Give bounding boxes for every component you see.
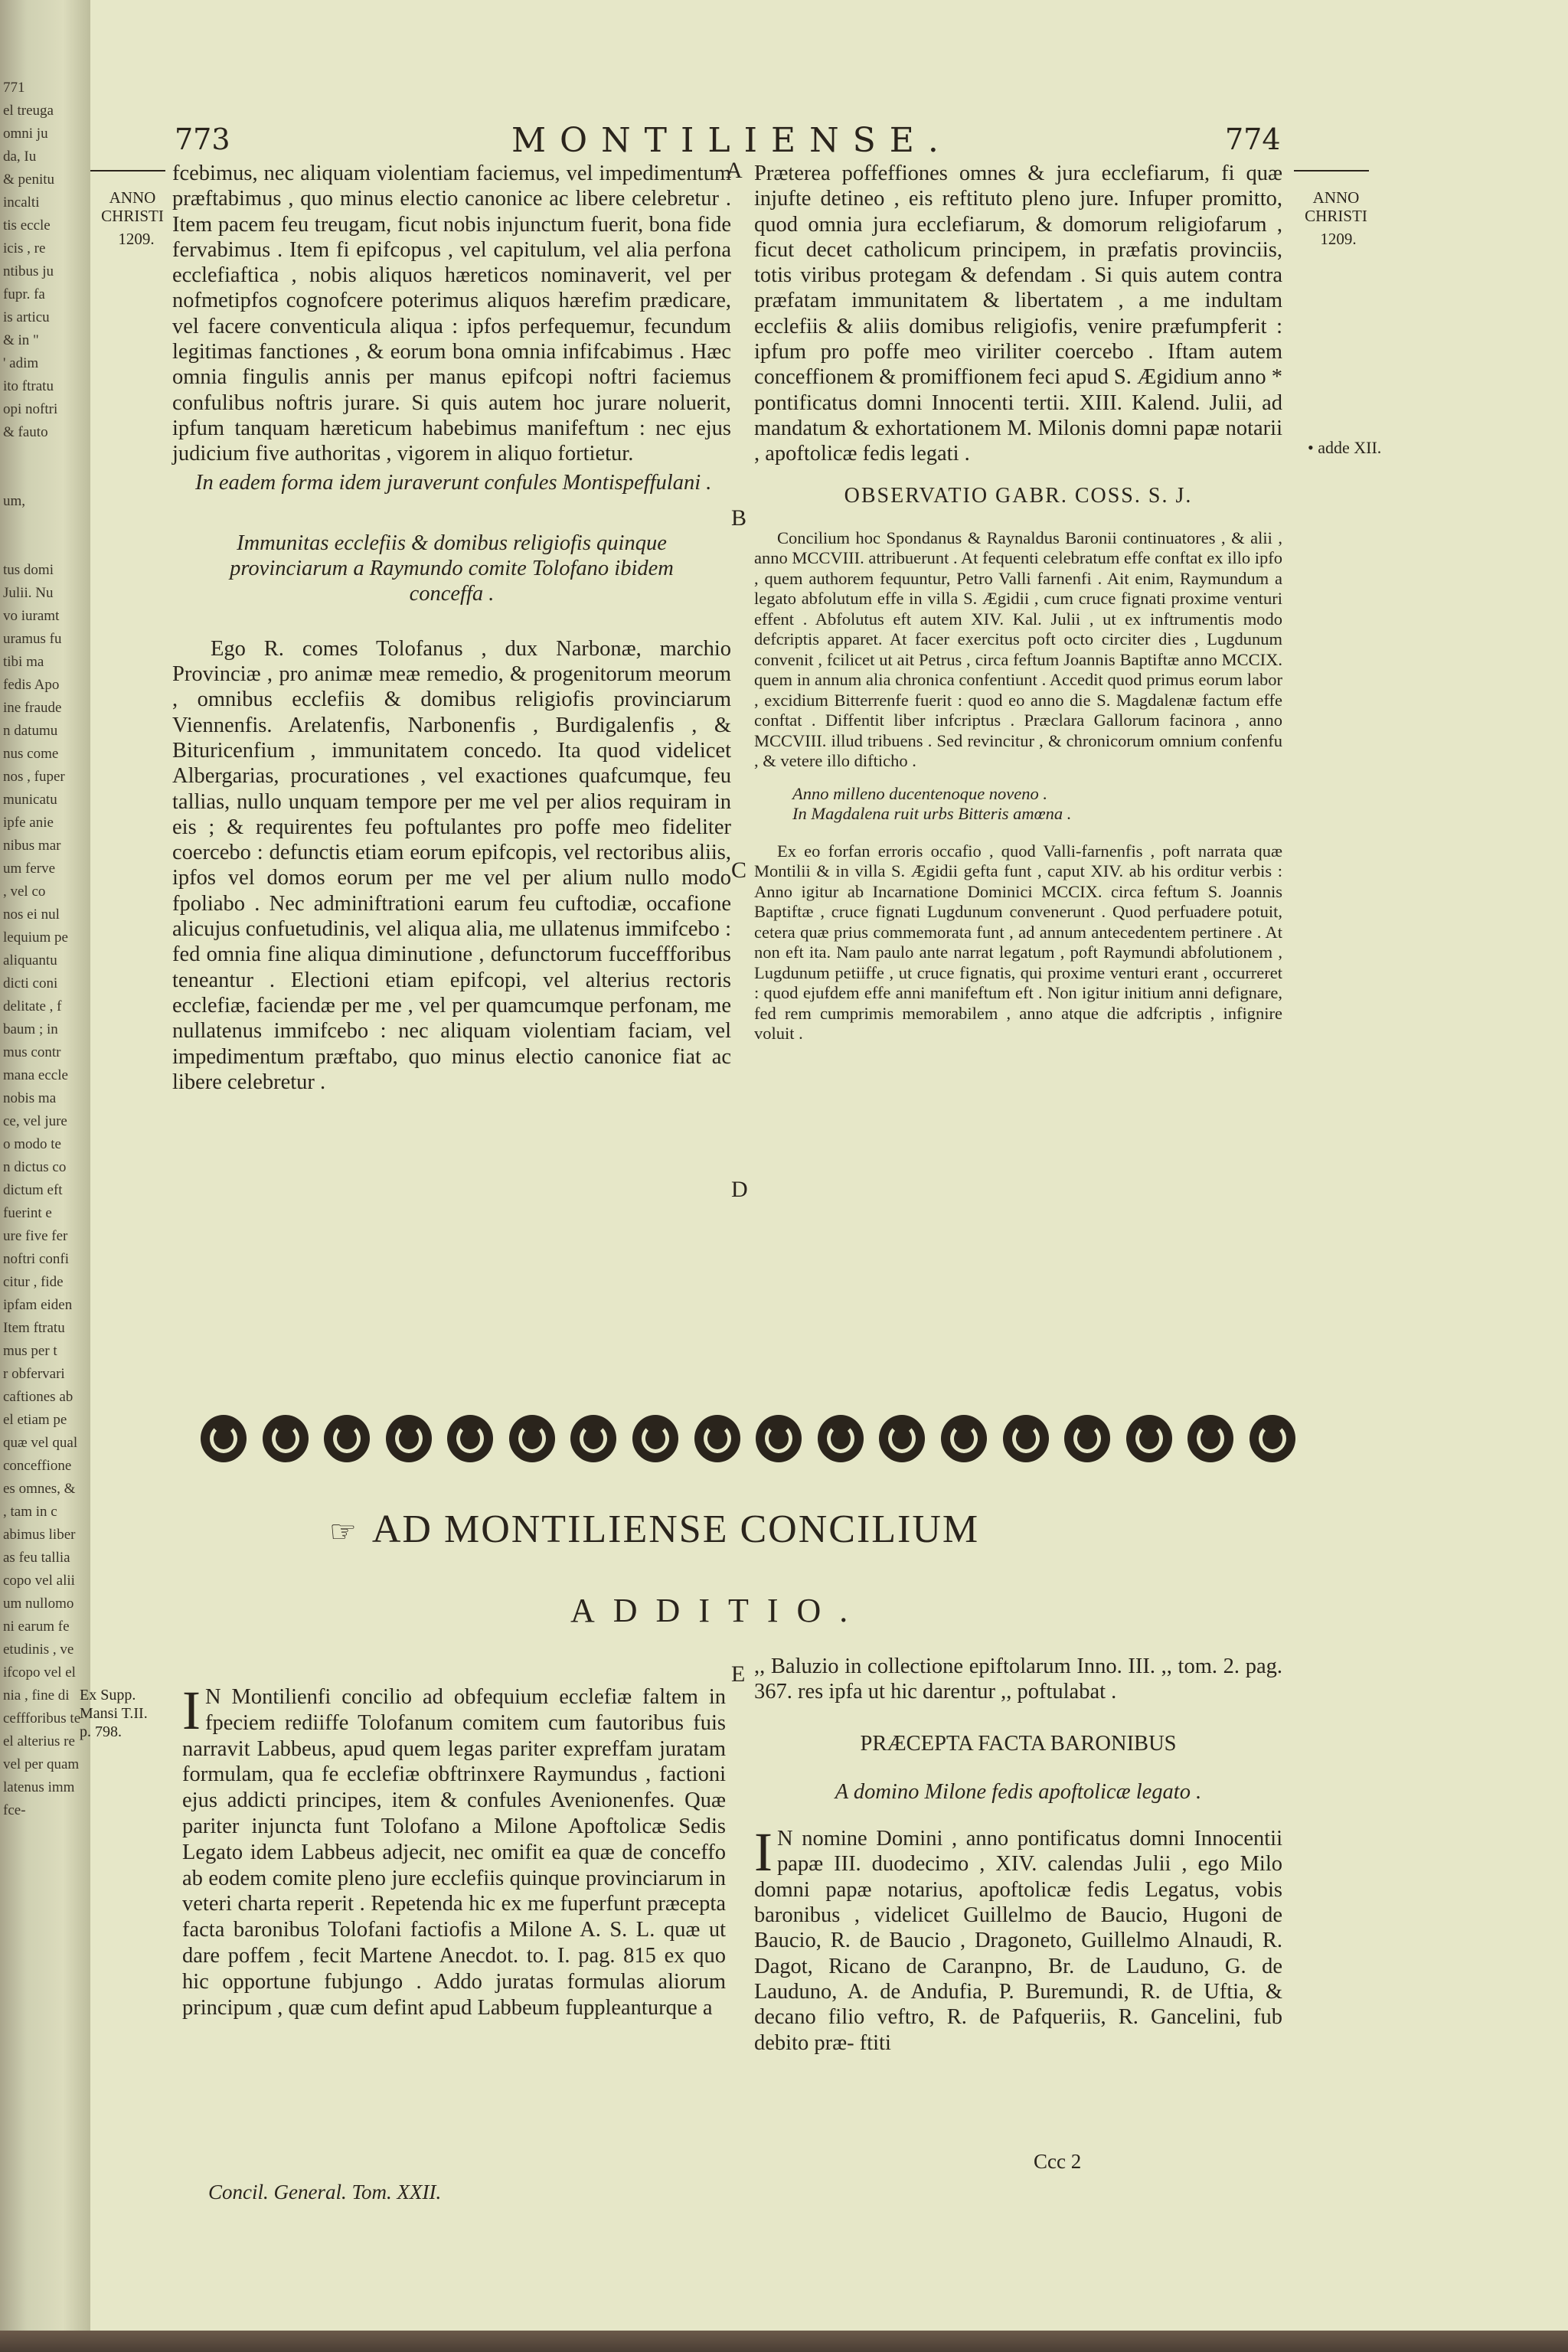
right-paragraph-possessions: Præterea poffeffiones omnes & jura ecclefiarum, fi quæ injufte detineo , eis reftituto pleno jure. Infuper promitto, quod omnia jura ecclefiarum, & domorum religiofarum , ficut decet catholicum principem, in præfatis provinciis, totis viribus protegam & defendam . Si quis autem contra præfatam immunitatem & libertatem , a me indultam ecclefiis & aliis domibus religiofis, venire præfumpferit : ipfum pro poffe meo viriliter coercebo . Iftam autem conceffionem & promiffionem feci apud S. Ægidium anno * pontificatus domni Innocenti tertii. XIII. Kalend. Julii, ad mandatum & exhortationem M. Milonis domni papæ notarii , apoftolicæ fedis legati .	[754, 162, 1282, 466]
section-marker-d: D	[731, 1177, 748, 1202]
praecepta-paragraph	[754, 1821, 1282, 2056]
addition-title	[329, 1507, 1210, 1552]
observatio-heading: OBSERVATIO GABR. COSS. S. J.	[844, 483, 1193, 508]
section-marker-a: A	[726, 158, 743, 183]
ornament-7	[570, 1415, 616, 1462]
page-number-right: 774	[1225, 122, 1281, 156]
ornament-12	[879, 1415, 925, 1462]
left-paragraph-immunity: Ego R. comes Tolofanus , dux Narbonæ, marchio Provinciæ , pro animæ meæ remedio, & progenitorum meorum , omnibus ecclefiis & domibus religiofis provinciarum Viennenfis. Arelatenfis, Narbonenfis , Burdigalenfis , & Bituricenfium , immunitatem concedo. Ita quod videlicet Albergarias, procurationes , vel exactiones quafcumque, feu tallias, nullo unquam tempore per me vel per alios requiram in eis ; & requirentes feu poftulantes pro poffe meo fideliter coercebo : defunctis etiam eorum epifcopis, vel rectoribus aliis, ipfos vel domos eorum per me vel per alium nullo modo fpoliabo . Nec adminiftrationi earum feu cuftodiæ, occafione alicujus confuetudinis, vel aliqua alia, me ullatenus immifcebo : fed omnia fine aliqua diminutione , defunctorum fucceffforibus teneantur . Electioni etiam epifcopi, vel alterius rectoris ecclefiæ, faciendæ per me , vel per quamcumque perfonam, me nullatenus immifcebo : nec aliquam violentiam faciam, vel impedimentum præftabo, quo minus electio canonice fiat ac libere celebretur .	[172, 636, 731, 1094]
ornament-9	[694, 1415, 740, 1462]
running-title: MONTILIENSE.	[511, 121, 952, 160]
addition-left-paragraph	[182, 1680, 726, 2020]
addition-title-text: AD MONTILIENSE CONCILIUM	[371, 1508, 980, 1551]
praecepta-text: N nomine Domini , anno pontificatus domni Innocentii papæ III. duodecimo , XIV. calendas Julii , ego Milo domni papæ notarius, apoftolicæ fedis Legatus, vobis baronibus , videlicet Guillelmo de Baucio, Hugoni de Baucio, R. de Baucio , Dragoneto, Guillelmo Alnaudi, R. Dagot, Ricano de Caranpno, Br. de Lauduno, G. de Lauduno, A. de Andufia, P. Buremundi, R. de Uftia, & decano filio veftro, R. de Pafqueriis, R. Gancelini, fub debito præ- ftiti	[754, 1827, 1282, 2055]
ornament-3	[324, 1415, 370, 1462]
ornament-2	[263, 1415, 309, 1462]
anno-christi-left: ANNO CHRISTI	[101, 188, 164, 225]
praecepta-subheading: A domino Milone fedis apoftolicæ legato .	[835, 1779, 1202, 1804]
verse-line-1: Anno milleno ducentenoque noveno .	[792, 783, 1048, 803]
margin-addenda-note: • adde XII.	[1308, 438, 1382, 457]
addition-subtitle: ADDITIO.	[570, 1592, 867, 1629]
ornament-13	[941, 1415, 987, 1462]
margin-rule-left	[90, 170, 165, 172]
anno-christi-right: ANNO CHRISTI	[1305, 188, 1367, 225]
verse-line-2: In Magdalena ruit urbs Bitteris amœna .	[792, 804, 1072, 824]
left-paragraph-consuls: In eadem forma idem juraverunt confules Montispeffulani .	[195, 470, 712, 495]
left-column	[172, 161, 731, 1095]
margin-supp-reference: Ex Supp. Mansi T.II. p. 798.	[80, 1687, 148, 1740]
addition-left-column	[182, 1680, 726, 2020]
facing-page-text: 771 el treuga omni ju da, Iu & penitu incalti tis eccle icis , re ntibus ju fupr. fa is articu & in " ' adim ito ftratu opi noftri & fauto um, tus domi Julii. Nu vo iuramt uramus fu tibi ma fedis Apo ine fraude n datumu nus come nos , fuper municatu ipfe anie nibus mar um ferve , vel co nos ei nul lequium pe aliquantu dicti coni delitate , f baum ; in mus contr mana eccle nobis ma ce, vel jure o modo te n dictus co dictum eft fuerint e ure five fer noftri confi citur , fide ipfam eiden Item ftratu mus per t r obfervari caftiones ab el etiam pe quæ vel qual conceffione es omnes, & , tam in c abimus liber as feu tallia copo vel alii um nullomo ni earum fe etudinis , ve ifcopo vel el nia , fine di ceffforibus te el alterius re vel per quam latenus imm fce-	[3, 80, 81, 1818]
signature-mark-left: Concil. General. Tom. XXII.	[208, 2180, 442, 2203]
ornament-6	[509, 1415, 555, 1462]
page-number-left: 773	[175, 122, 230, 156]
immunity-heading: Immunitas ecclefiis & domibus religiofis quinque provinciarum a Raymundo comite Tolofano ibidem conceffa .	[230, 531, 674, 606]
section-marker-b: B	[731, 505, 747, 531]
pointing-hand-icon: ☞	[329, 1514, 358, 1549]
ornament-5	[447, 1415, 493, 1462]
ornament-4	[386, 1415, 432, 1462]
running-header	[175, 115, 1281, 161]
margin-anno-right	[1294, 188, 1378, 225]
ornament-11	[818, 1415, 864, 1462]
facing-page-edge	[0, 0, 90, 2352]
dropcap-right: I	[754, 1821, 773, 1883]
ornament-17	[1187, 1415, 1233, 1462]
ornament-14	[1003, 1415, 1049, 1462]
margin-year-right: 1209.	[1320, 230, 1357, 248]
margin-year-left: 1209.	[118, 230, 155, 248]
observatio-paragraph-1: Concilium hoc Spondanus & Raynaldus Baronii continuatores , & alii , anno MCCVIII. attribuerunt . At fequenti celebratum effe conftat ex illo ipfo , quem authorem fequuntur, Petro Valli farnenfi . Ait enim, Raymundum a legato abfolutum effe in villa S. Ægidii , cum cruce fignati proxime venturi effent . Abfolutus eft autem XIV. Kal. Julii , ut ex inftrumentis modo defcriptis apparet. At facer exercitus poft octo circiter dies , Lugdunum convenit , fcilicet ut ait Petrus , circa feftum Joannis Baptiftæ anno MCCIX. quem in annum alia chronica confentiunt . Accedit quod primus eorum labor , excidium Bitterrenfe fuerit : quod eo anno die S. Magdalenæ factum effe conftat . Diffentit liber infcriptus . Præclara Gallorum facinora , anno MCCVIII. illud tribuens . Sed revincitur , & chronicorum omnium confenfu , & vetere illo difticho .	[754, 528, 1282, 771]
addition-left-text: N Montilienfi concilio ad obfequium ecclefiæ faltem in fpeciem rediiffe Tolofanum comitem cum fautoribus fuis narravit Labbeus, apud quem legas pariter expreffam juratam formulam, qua fe ecclefiæ obftrinxere Raymundus , factioni ejus addicti principes, item & confules Avenionenfes. Quæ pariter injuncta funt Tolofano a Milone Apoftolicæ Sedis Legato idem Labbeus adjecit, nec omifit ea quæ de conceffo ab eodem comite pleno jure ecclefiis quinque provinciarum in veteri charta reperit . Repetenda hic ex me fuperfunt præcepta facta baronibus Tolofani factiofis a Milone A. S. L. quæ ut dare poffem , fecit Martene Anecdot. to. I. pag. 815 ex quo hic opportune fubjungo . Addo juratas formulas aliorum principum , quæ cum defint apud Labbeum fuppleanturque a	[182, 1685, 726, 2020]
margin-rule-right	[1294, 170, 1369, 172]
section-marker-c: C	[731, 858, 747, 883]
dropcap-left: I	[182, 1680, 201, 1741]
addition-right-column	[754, 1654, 1282, 2056]
ornament-band	[201, 1415, 1295, 1476]
praecepta-heading: PRÆCEPTA FACTA BARONIBUS	[860, 1731, 1177, 1756]
section-marker-e: E	[731, 1661, 746, 1687]
right-column	[754, 161, 1282, 1044]
ornament-18	[1250, 1415, 1295, 1462]
left-paragraph-oath: fcebimus, nec aliquam violentiam faciemus, vel impedimentum præftabimus , quo minus electio canonice ac libere celebretur . Item pacem feu treugam, ficut nobis injunctum fuerit, bona fide fervabimus . Item fi epifcopus , vel capitulum, vel alia perfona ecclefiaftica , nobis aliquos hæreticos nominaverit, vel per nofmetipfos cognofcere poterimus aliquos hærefim prædicare, vel facere conventicula aliqua : ipfos perfequemur, fecundum legitimas fanctiones , & eorum bona omnia infifcabimus . Hæc omnia fingulis annis per manus epifcopi noftri faciemus confulibus noftris jurare. Si quis autem hoc jurare noluerit, ipfum tanquam hæreticum habebimus manifeftum : nec ejus judicium five authoritas , vigorem in aliquo fortietur.	[172, 162, 731, 466]
ornament-15	[1064, 1415, 1110, 1462]
ornament-16	[1126, 1415, 1172, 1462]
margin-anno-left	[90, 188, 175, 225]
ornament-8	[632, 1415, 678, 1462]
ornament-10	[756, 1415, 802, 1462]
observatio-paragraph-2: Ex eo forfan erroris occafio , quod Valli-farnenfis , poft narrata quæ Montilii & in villa S. Ægidii gefta funt , caput XIV. ab his orditur verbis : Anno igitur ab Incarnatione Dominici MCCIX. circa feftum S. Joannis Baptiftæ , cruce fignati Lugdunum convenerunt . Quod perfuadere potuit, cetera quæ prius commemorata funt , ad annum antecedentem pertinere . At non eft ita. Nam paulo ante narrat legatum , poft Raymundi abfolutionem , Lugdunum petiiffe , ut cruce fignatis, qui proxime venturi erant , occurreret : quod ejufdem effe anni manifeftum eft . Non igitur initium anni defignare, fed rem cumprimis memorabilem , anno atque die adfcriptis , infignire voluit .	[754, 841, 1282, 1044]
ornament-1	[201, 1415, 247, 1462]
page-bottom-edge	[0, 2331, 1568, 2352]
signature-mark-right: Ccc 2	[1034, 2150, 1082, 2173]
addition-right-intro: ,, Baluzio in collectione epiftolarum Inno. III. ,, tom. 2. pag. 367. res ipfa ut hic darentur ,, poftulabat .	[754, 1655, 1282, 1704]
